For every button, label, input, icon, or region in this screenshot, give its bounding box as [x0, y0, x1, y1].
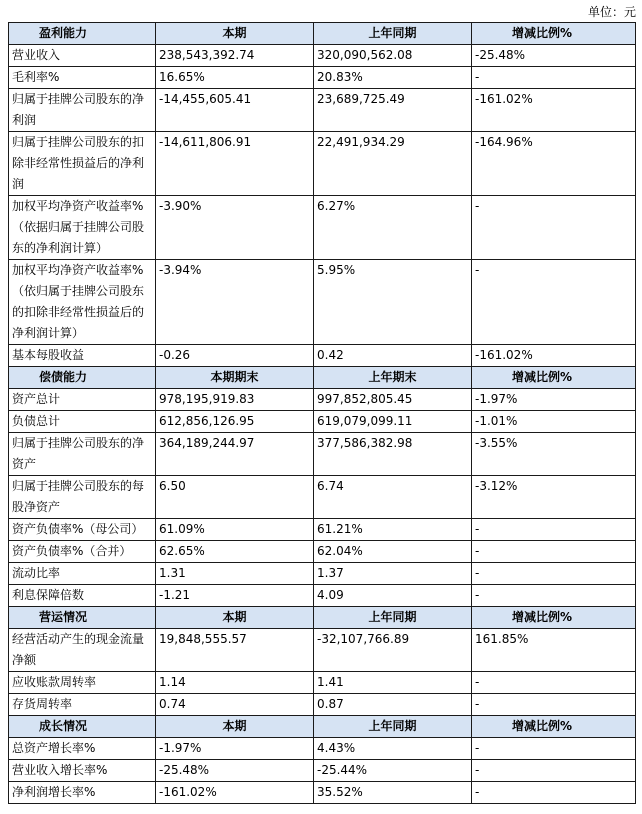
table-cell: -: [472, 782, 636, 804]
column-header: 上年同期: [314, 23, 472, 45]
table-cell: 22,491,934.29: [314, 132, 472, 196]
table-cell: 20.83%: [314, 67, 472, 89]
table-cell: -: [472, 672, 636, 694]
table-row: [9, 389, 636, 411]
table-cell: 62.65%: [156, 541, 314, 563]
table-row: [9, 476, 636, 519]
table-cell: -25.48%: [156, 760, 314, 782]
table-cell: 978,195,919.83: [156, 389, 314, 411]
table-row: [9, 694, 636, 716]
table-cell: -: [472, 694, 636, 716]
column-header: 上年期末: [314, 367, 472, 389]
row-label: 资产负债率%（母公司）: [9, 519, 156, 541]
table-row: [9, 629, 636, 672]
table-cell: 19,848,555.57: [156, 629, 314, 672]
table-row: [9, 519, 636, 541]
row-label: 营业收入: [9, 45, 156, 67]
row-label: 净利润增长率%: [9, 782, 156, 804]
section-header-row: [9, 716, 636, 738]
row-label: 营业收入增长率%: [9, 760, 156, 782]
table-cell: 62.04%: [314, 541, 472, 563]
table-cell: 61.09%: [156, 519, 314, 541]
table-cell: -: [472, 738, 636, 760]
table-row: [9, 411, 636, 433]
table-cell: 1.41: [314, 672, 472, 694]
column-header: 增减比例%: [472, 607, 636, 629]
row-label: 流动比率: [9, 563, 156, 585]
table-row: [9, 433, 636, 476]
table-cell: 320,090,562.08: [314, 45, 472, 67]
column-header: 偿债能力: [9, 367, 156, 389]
column-header: 盈利能力: [9, 23, 156, 45]
column-header: 本期: [156, 716, 314, 738]
table-cell: 61.21%: [314, 519, 472, 541]
row-label: 资产负债率%（合并）: [9, 541, 156, 563]
table-row: [9, 782, 636, 804]
table-cell: -161.02%: [472, 89, 636, 132]
table-cell: 6.74: [314, 476, 472, 519]
column-header: 上年同期: [314, 716, 472, 738]
table-cell: 1.37: [314, 563, 472, 585]
table-cell: 612,856,126.95: [156, 411, 314, 433]
row-label: 归属于挂牌公司股东的净利润: [9, 89, 156, 132]
table-cell: -161.02%: [156, 782, 314, 804]
row-label: 利息保障倍数: [9, 585, 156, 607]
table-row: [9, 672, 636, 694]
table-cell: 6.27%: [314, 196, 472, 260]
table-cell: 377,586,382.98: [314, 433, 472, 476]
table-cell: -14,455,605.41: [156, 89, 314, 132]
table-cell: -1.01%: [472, 411, 636, 433]
table-cell: -: [472, 585, 636, 607]
table-row: [9, 563, 636, 585]
table-cell: 997,852,805.45: [314, 389, 472, 411]
table-cell: -: [472, 196, 636, 260]
column-header: 营运情况: [9, 607, 156, 629]
unit-label: 单位：元: [587, 5, 636, 19]
table-cell: 1.14: [156, 672, 314, 694]
table-row: [9, 89, 636, 132]
table-cell: 5.95%: [314, 260, 472, 345]
row-label: 负债总计: [9, 411, 156, 433]
column-header: 上年同期: [314, 607, 472, 629]
column-header: 成长情况: [9, 716, 156, 738]
table-row: [9, 738, 636, 760]
table-cell: -: [472, 519, 636, 541]
table-cell: -161.02%: [472, 345, 636, 367]
table-cell: 619,079,099.11: [314, 411, 472, 433]
table-row: [9, 132, 636, 196]
row-label: 资产总计: [9, 389, 156, 411]
row-label: 加权平均净资产收益率%（依据归属于挂牌公司股东的净利润计算）: [9, 196, 156, 260]
section-header-row: [9, 23, 636, 45]
row-label: 经营活动产生的现金流量净额: [9, 629, 156, 672]
section-header-row: [9, 367, 636, 389]
table-row: [9, 760, 636, 782]
row-label: 加权平均净资产收益率%（依归属于挂牌公司股东的扣除非经常性损益后的净利润计算）: [9, 260, 156, 345]
table-cell: -0.26: [156, 345, 314, 367]
column-header: 增减比例%: [472, 716, 636, 738]
table-row: [9, 196, 636, 260]
table-row: [9, 260, 636, 345]
table-cell: -3.12%: [472, 476, 636, 519]
table-cell: -14,611,806.91: [156, 132, 314, 196]
table-cell: -1.97%: [472, 389, 636, 411]
table-cell: 0.87: [314, 694, 472, 716]
table-cell: 16.65%: [156, 67, 314, 89]
table-cell: -25.48%: [472, 45, 636, 67]
column-header: 本期期末: [156, 367, 314, 389]
table-cell: 364,189,244.97: [156, 433, 314, 476]
table-cell: 0.74: [156, 694, 314, 716]
table-cell: -3.94%: [156, 260, 314, 345]
section-header-row: [9, 607, 636, 629]
table-row: [9, 345, 636, 367]
table-cell: 6.50: [156, 476, 314, 519]
row-label: 归属于挂牌公司股东的每股净资产: [9, 476, 156, 519]
row-label: 应收账款周转率: [9, 672, 156, 694]
table-cell: -: [472, 760, 636, 782]
column-header: 本期: [156, 23, 314, 45]
financial-indicators-table: [8, 22, 636, 804]
table-row: [9, 67, 636, 89]
table-cell: -1.97%: [156, 738, 314, 760]
table-cell: -164.96%: [472, 132, 636, 196]
table-cell: 161.85%: [472, 629, 636, 672]
row-label: 总资产增长率%: [9, 738, 156, 760]
row-label: 归属于挂牌公司股东的扣除非经常性损益后的净利润: [9, 132, 156, 196]
row-label: 归属于挂牌公司股东的净资产: [9, 433, 156, 476]
table-cell: 35.52%: [314, 782, 472, 804]
table-row: [9, 45, 636, 67]
table-cell: -: [472, 67, 636, 89]
table-cell: -: [472, 260, 636, 345]
table-cell: -1.21: [156, 585, 314, 607]
table-cell: 4.43%: [314, 738, 472, 760]
table-cell: -: [472, 541, 636, 563]
column-header: 增减比例%: [472, 23, 636, 45]
table-cell: -32,107,766.89: [314, 629, 472, 672]
table-cell: 23,689,725.49: [314, 89, 472, 132]
table-cell: 1.31: [156, 563, 314, 585]
row-label: 存货周转率: [9, 694, 156, 716]
table-cell: -25.44%: [314, 760, 472, 782]
row-label: 毛利率%: [9, 67, 156, 89]
column-header: 增减比例%: [472, 367, 636, 389]
row-label: 基本每股收益: [9, 345, 156, 367]
table-cell: -3.90%: [156, 196, 314, 260]
table-cell: -: [472, 563, 636, 585]
table-row: [9, 585, 636, 607]
table-cell: 0.42: [314, 345, 472, 367]
table-cell: 4.09: [314, 585, 472, 607]
table-cell: 238,543,392.74: [156, 45, 314, 67]
column-header: 本期: [156, 607, 314, 629]
table-row: [9, 541, 636, 563]
table-cell: -3.55%: [472, 433, 636, 476]
